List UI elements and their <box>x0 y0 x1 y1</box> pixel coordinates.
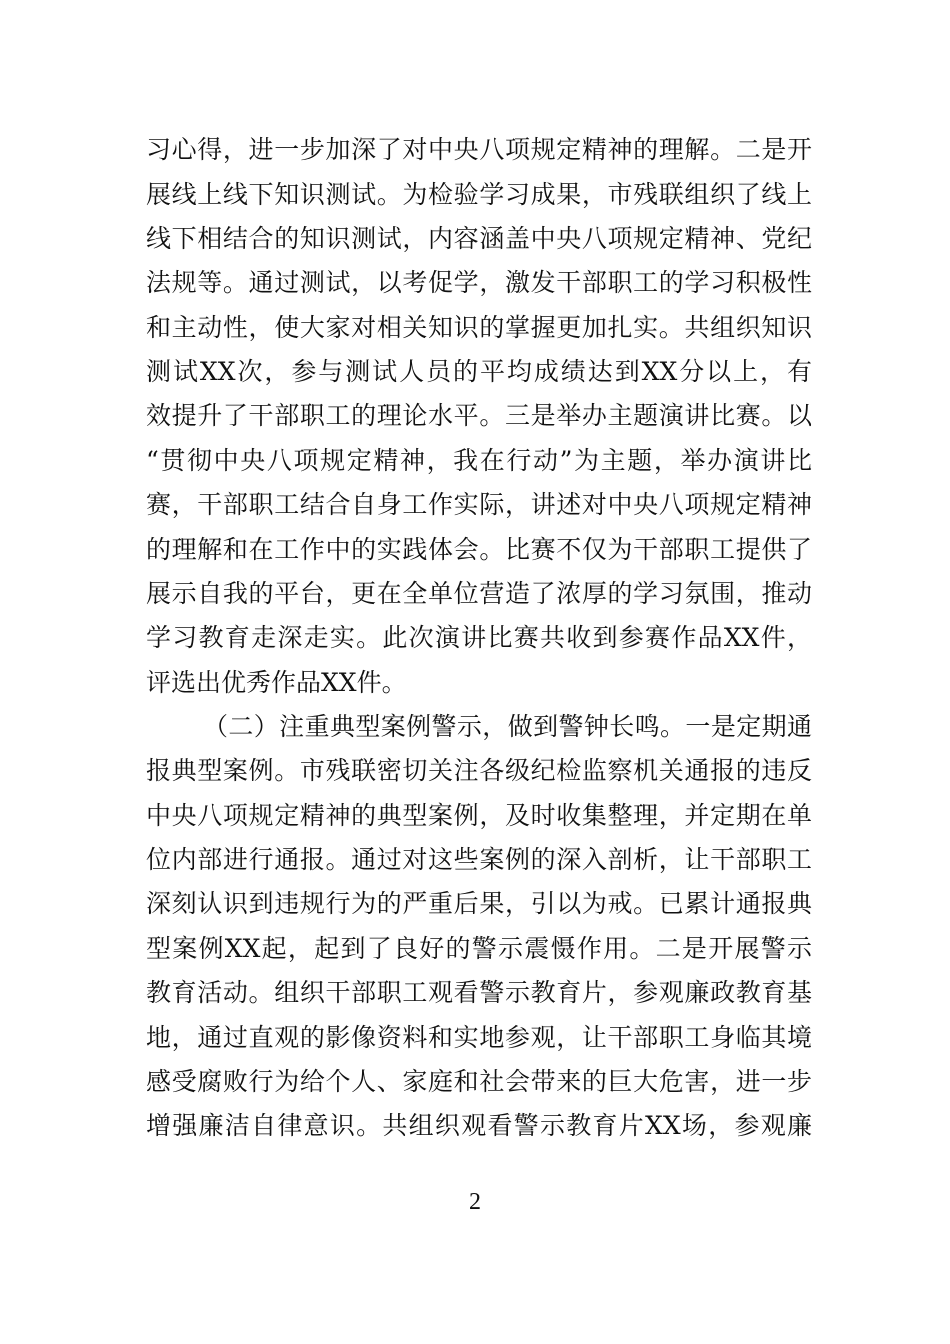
text-line: 增强廉洁自律意识。共组织观看警示教育片XX场，参观廉 <box>146 1111 812 1140</box>
text-line: 赛，干部职工结合自身工作实际，讲述对中央八项规定精神 <box>146 490 812 519</box>
text-line: 型案例XX起，起到了良好的警示震慑作用。二是开展警示 <box>146 934 812 963</box>
text-line: 深刻认识到违规行为的严重后果，引以为戒。已累计通报典 <box>146 889 812 918</box>
text-line: 线下相结合的知识测试，内容涵盖中央八项规定精神、党纪 <box>146 224 812 253</box>
section-heading-line: （二）注重典型案例警示，做到警钟长鸣。一是定期通 <box>203 712 812 741</box>
text-line: 测试XX次，参与测试人员的平均成绩达到XX分以上，有 <box>146 357 812 386</box>
page-number: 2 <box>469 1189 481 1215</box>
text-line: 效提升了干部职工的理论水平。三是举办主题演讲比赛。以 <box>146 401 812 430</box>
text-line: 报典型案例。市残联密切关注各级纪检监察机关通报的违反 <box>146 756 812 785</box>
text-line: 习心得，进一步加深了对中央八项规定精神的理解。二是开 <box>146 135 812 164</box>
text-line: 位内部进行通报。通过对这些案例的深入剖析，让干部职工 <box>146 845 812 874</box>
text-line: 教育活动。组织干部职工观看警示教育片，参观廉政教育基 <box>146 978 812 1007</box>
text-line: 地，通过直观的影像资料和实地参观，让干部职工身临其境 <box>146 1023 812 1052</box>
text-line: 展示自我的平台，更在全单位营造了浓厚的学习氛围，推动 <box>146 579 812 608</box>
text-line: 学习教育走深走实。此次演讲比赛共收到参赛作品XX件， <box>146 623 812 652</box>
text-line: 和主动性，使大家对相关知识的掌握更加扎实。共组织知识 <box>146 313 812 342</box>
text-line: 展线上线下知识测试。为检验学习成果，市残联组织了线上 <box>146 180 812 209</box>
text-line: 中央八项规定精神的典型案例，及时收集整理，并定期在单 <box>146 801 812 830</box>
text-line: “贯彻中央八项规定精神，我在行动”为主题，举办演讲比 <box>146 446 812 475</box>
text-line: 感受腐败行为给个人、家庭和社会带来的巨大危害，进一步 <box>146 1067 812 1096</box>
text-line: 评选出优秀作品XX件。 <box>146 668 407 697</box>
text-line: 法规等。通过测试，以考促学，激发干部职工的学习积极性 <box>146 268 812 297</box>
text-line: 的理解和在工作中的实践体会。比赛不仅为干部职工提供了 <box>146 535 812 564</box>
